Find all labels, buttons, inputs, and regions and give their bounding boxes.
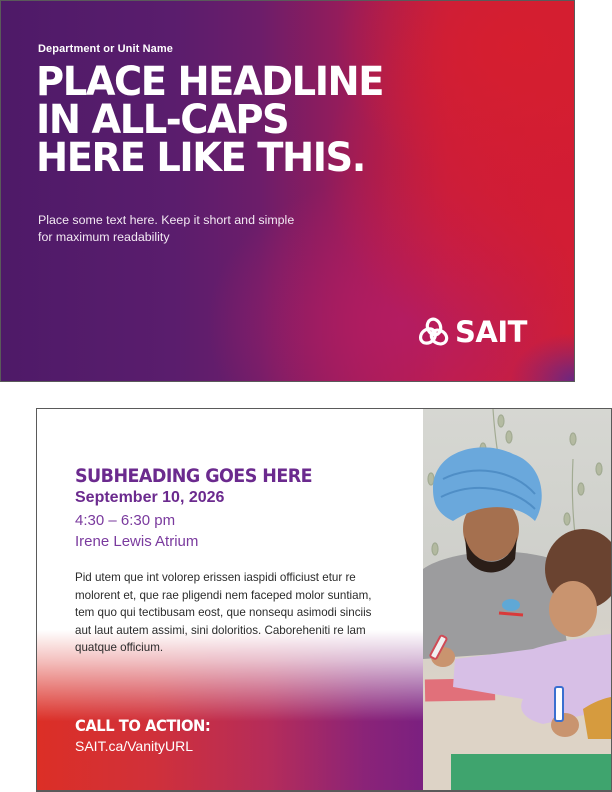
headline [36, 59, 384, 181]
department-name: Department or Unit Name [38, 43, 173, 55]
body-paragraph: Pid utem que int volorep erissen iaspidi officiust etur re molorent et, que rae pligendi nem faceped molor suntiam, tem quo qui tectibusam eost, que nonsequ asimodi sinciis aut laut autem assimi, sini doloritios. Caboreheniti re lam quatque officium. [75, 571, 372, 654]
event-date: September 10, 2026 [75, 489, 225, 506]
headline-line-2: IN ALL-CAPS [36, 97, 289, 143]
postcard-front [0, 0, 575, 382]
call-to-action-label: CALL TO ACTION: [75, 716, 211, 735]
sait-knot-logo-icon [417, 315, 451, 349]
headline-line-1: PLACE HEADLINE [36, 59, 384, 105]
postcard-back [36, 408, 612, 792]
headline-line-3: HERE LIKE THIS. [36, 135, 365, 181]
event-time: 4:30 – 6:30 pm [75, 512, 176, 529]
event-photo [423, 409, 612, 790]
lead-text: Place some text here. Keep it short and simple for maximum readability [38, 213, 295, 244]
sait-logo-text: SAIT [455, 315, 527, 349]
text-panel [37, 409, 423, 790]
subheading: SUBHEADING GOES HERE [75, 465, 313, 487]
sait-logo [417, 315, 527, 349]
call-to-action-url[interactable]: SAIT.ca/VanityURL [75, 738, 194, 754]
event-location: Irene Lewis Atrium [75, 533, 199, 550]
photo-illustration [423, 409, 611, 790]
